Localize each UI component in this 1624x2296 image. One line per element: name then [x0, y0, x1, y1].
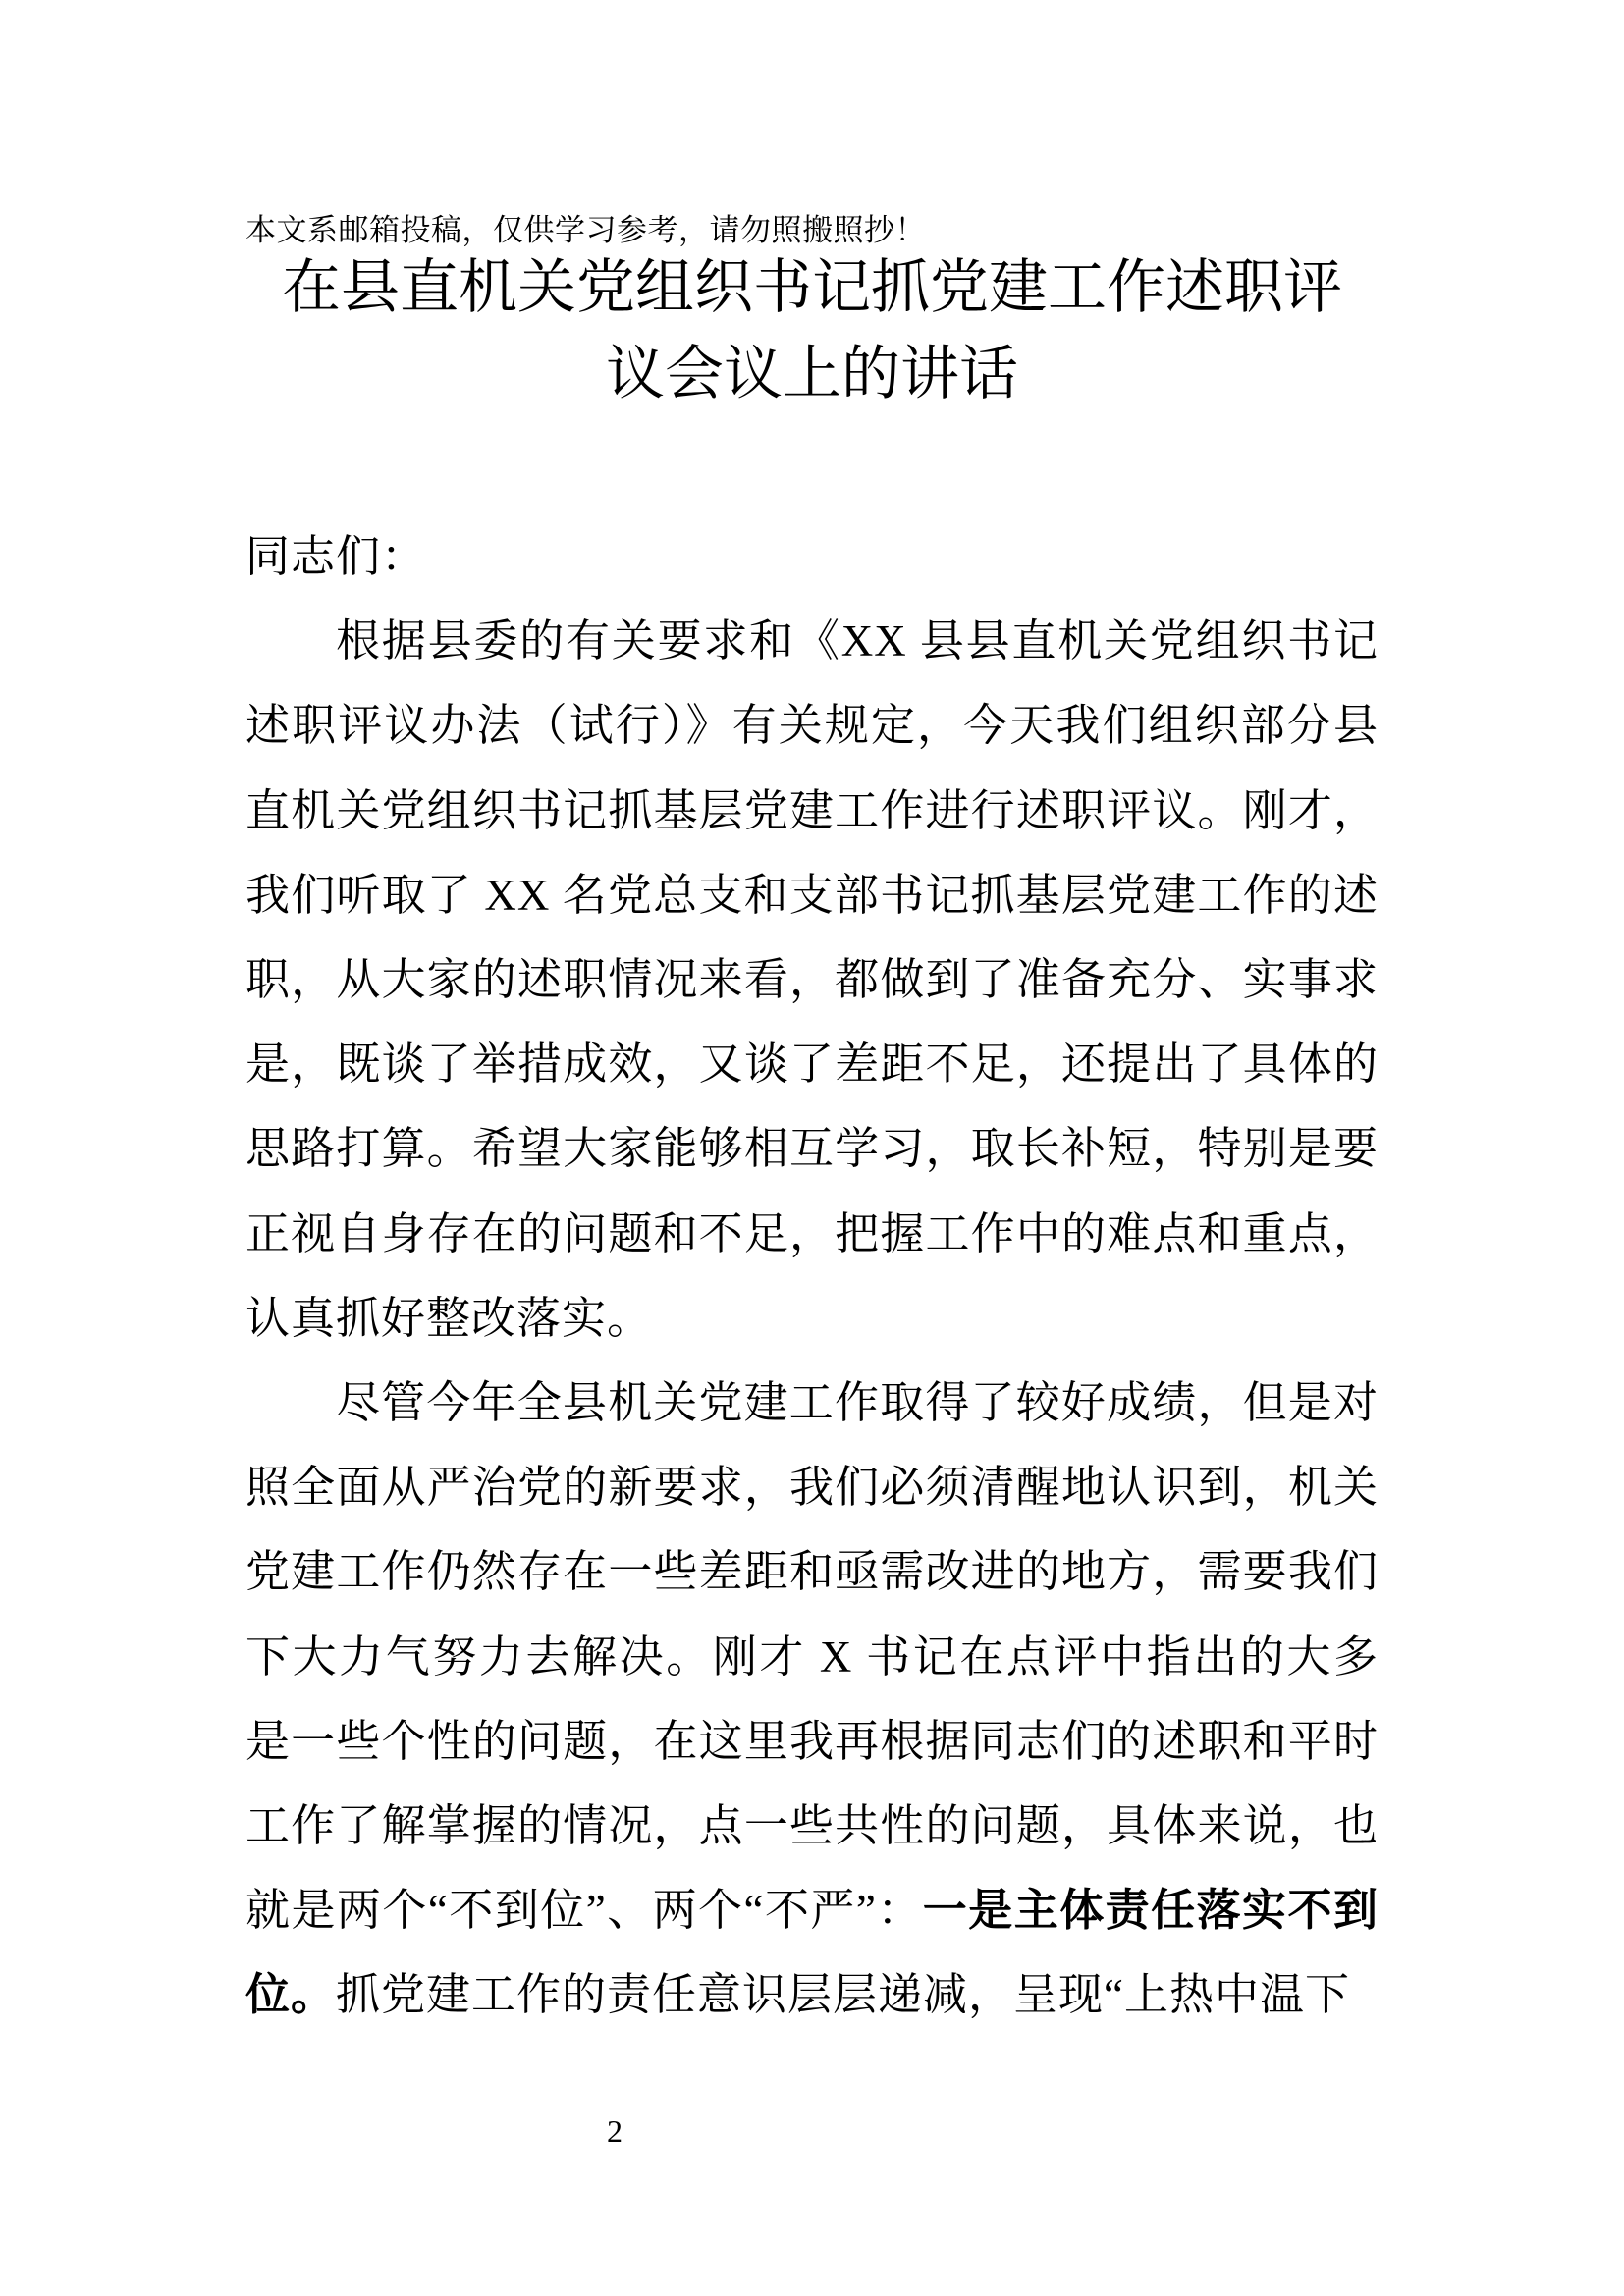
text-run: 同志们： — [245, 532, 427, 581]
title-line: 议会议上的讲话 — [606, 342, 1018, 406]
text-run: 尽管今年全县机关党建工作取得了较好成绩，但是对照全面从严治党的新要求，我们必须清醒地认识到，机关党建工作仍然存在一些差距和亟需改进的地方，需要我们下大力气努力去解决。刚才 X 书记在点评中指出的大多是一些个性的问题，在这里我再根据同志们的述职和平时工作了解掌握的情况，点一些共性的问题，具体来说，也就是两个“不到位”、两个“不严”： — [245, 1378, 1379, 1936]
bold-text-run: 一是主体责任落实不到位。 — [245, 1886, 1379, 2020]
paragraph — [245, 514, 1379, 599]
text-run: 抓党建工作的责任意识层层递减，呈现“上热中温下 — [336, 1970, 1350, 2020]
text-run: 根据县委的有关要求和《XX 县县直机关党组织书记述职评议办法（试行）》有关规定，今天我们组织部分县直机关党组织书记抓基层党建工作进行述职评议。刚才，我们听取了 XX 名党总支和支部书记抓基层党建工作的述职，从大家的述职情况来看，都做到了准备充分、实事求是，既谈了举措成效，又谈了差距不足，还提出了具体的思路打算。希望大家能够相互学习，取长补短，特别是要正视自身存在的问题和不足，把握工作中的难点和重点，认真抓好整改落实。 — [245, 616, 1379, 1343]
document-body — [245, 514, 1379, 2038]
title-line: 在县直机关党组织书记抓党建工作述职评 — [282, 255, 1342, 320]
paragraph — [245, 1361, 1379, 2038]
paragraph — [245, 599, 1379, 1361]
document-title — [245, 244, 1379, 417]
header-note: 本文系邮箱投稿，仅供学习参考，请勿照搬照抄！ — [245, 213, 926, 247]
page-number: 2 — [607, 2113, 623, 2149]
